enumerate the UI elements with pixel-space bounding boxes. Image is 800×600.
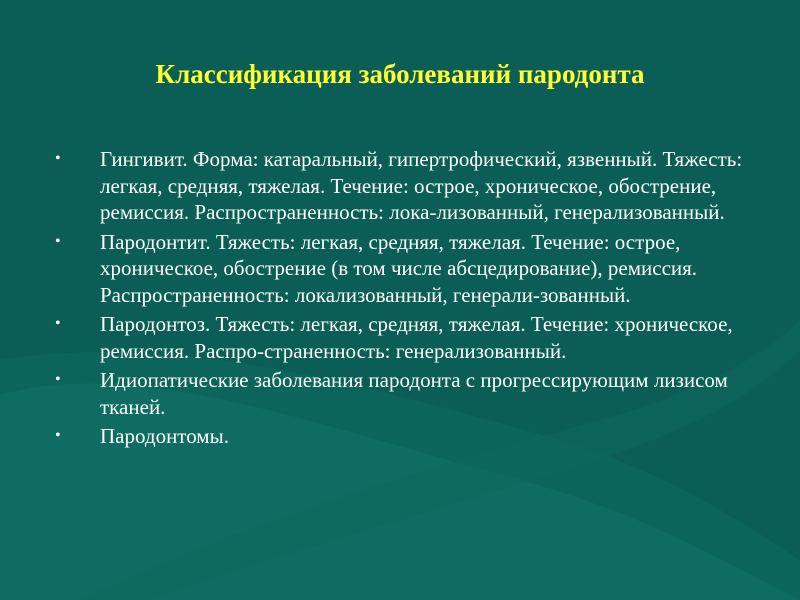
bullet-item-gingivitis — [52, 146, 752, 226]
bullet-icon: • — [55, 427, 61, 444]
bullet-text: Пародонтоз. Тяжесть: легкая, средняя, тяжелая. Течение: хроническое, ремиссия. Распро-страненность: генерализованный. — [100, 312, 733, 363]
bullet-item-periodontosis — [52, 311, 752, 364]
bullet-text: Пародонтит. Тяжесть: легкая, средняя, тяжелая. Течение: острое, хроническое, обострение (в том числе абсцедирование), ремиссия. Распространенность: локализованный, генерали-зованный. — [100, 229, 698, 307]
bullet-item-idiopathic — [52, 367, 752, 420]
bullet-icon: • — [55, 371, 61, 388]
bullet-list — [52, 146, 752, 450]
slide-title: Классификация заболеваний пародонта — [155, 59, 645, 89]
bullet-item-periodontomas — [52, 423, 752, 450]
bullet-item-periodontitis — [52, 229, 752, 309]
bullet-icon: • — [55, 232, 61, 250]
bullet-text: Идиопатические заболевания пародонта с прогрессирующим лизисом тканей. — [100, 368, 728, 419]
bullet-text: Гингивит. Форма: катаральный, гипертрофический, язвенный. Тяжесть: легкая, средняя, тяжелая. Течение: острое, хроническое, обострение, ремиссия. Распространенность: лока-лизованный, генерализованный. — [100, 147, 743, 224]
bullet-text: Пародонтомы. — [100, 424, 229, 448]
bullet-icon: • — [55, 315, 61, 332]
bullet-icon: • — [55, 150, 61, 167]
